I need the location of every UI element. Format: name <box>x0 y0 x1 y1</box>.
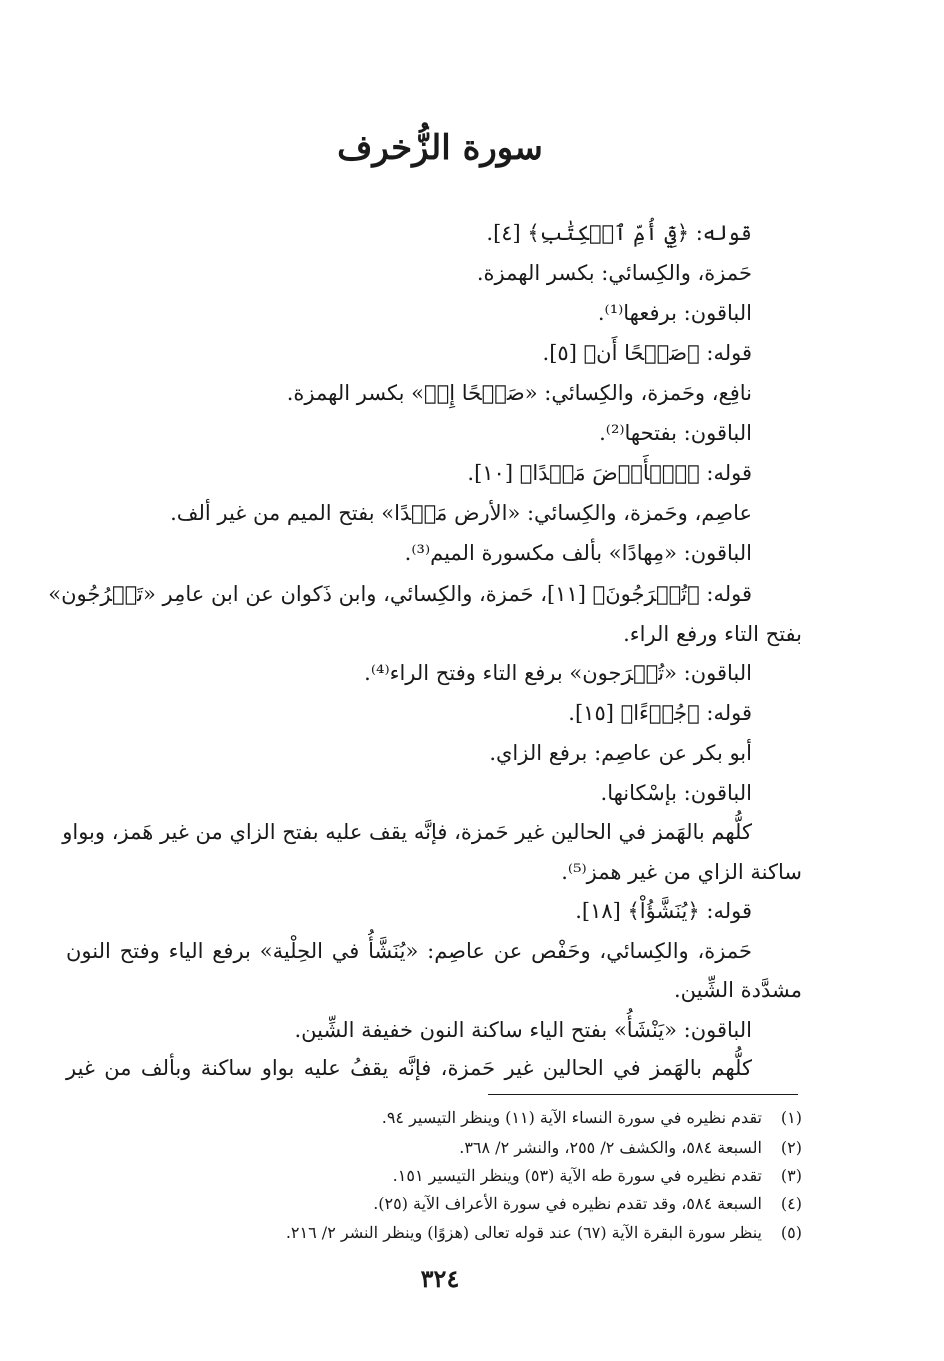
text-line: أبو بكر عن عاصِم: برفع الزاي. <box>489 741 752 765</box>
surah-title: سورة الزُّخرف <box>337 128 543 168</box>
footnote <box>459 1136 802 1160</box>
text-line: قوله: ﴿ٱلۡأَرۡضَ مَهۡدًا﴾ [١٠]. <box>467 461 752 485</box>
footnote-text: ينظر سورة البقرة الآية (٦٧) عند قوله تعالى (هزوًا) وينظر النشر ٢/ ٢١٦. <box>285 1223 762 1242</box>
text-line: حَمزة، والكِسائي: بكسر الهمزة. <box>476 261 752 285</box>
footnote <box>393 1164 802 1188</box>
text-line: الباقون: «تُخۡرَجون» برفع التاء وفتح الراء⁽⁴⁾. <box>364 661 752 685</box>
text-line: الباقون: «مِهادًا» بألف مكسورة الميم⁽³⁾. <box>404 541 752 565</box>
text-line: قوله: ﴿صَفۡحًا أَن﴾ [٥]. <box>542 341 752 365</box>
text-line: بفتح التاء ورفع الراء. <box>623 622 802 646</box>
footnote-text: السبعة ٥٨٤، وقد تقدم نظيره في سورة الأعراف الآية (٢٥). <box>373 1194 762 1213</box>
footnote-number: (١) <box>780 1108 802 1127</box>
text-line: نافِع، وحَمزة، والكِسائي: «صَفۡحًا إِنۡ» بكسر الهمزة. <box>286 381 752 405</box>
text-line: قوله: ﴿تُخۡرَجُونَ﴾ [١١]، حَمزة، والكِسائي، وابن ذَكوان عن ابن عامِر «تَخۡرُجُون» <box>48 582 752 606</box>
footnote-text: تقدم نظيره في سورة طه الآية (٥٣) وينظر التيسير ١٥١. <box>392 1166 762 1185</box>
text-line: ساكنة الزاي من غير همز⁽⁵⁾. <box>561 860 802 884</box>
text-line: كلُّهم بالهَمز في الحالين غير حَمزة، فإنَّه يقف عليه بفتح الزاي من غير هَمز، وبواو <box>62 820 752 844</box>
text-line: الباقون: بإسْكانها. <box>600 781 752 805</box>
text-line: الباقون: برفعها⁽¹⁾. <box>597 301 752 325</box>
footnote-number: (٣) <box>780 1166 802 1185</box>
text-line: الباقون: بفتحها⁽²⁾. <box>599 421 752 445</box>
text-line: مشدَّدة الشِّين. <box>674 978 802 1002</box>
footnote-number: (٢) <box>780 1138 802 1157</box>
text-line: قوله: ﴿جُزۡءًا﴾ [١٥]. <box>568 701 752 725</box>
text-line: قوله: ﴿يُنَشَّؤُاْ﴾ [١٨]. <box>575 899 752 923</box>
footnote-number: (٥) <box>780 1223 802 1242</box>
footnote <box>373 1192 802 1216</box>
footnote-text: السبعة ٥٨٤، والكشف ٢/ ٢٥٥، والنشر ٢/ ٣٦٨. <box>459 1138 762 1157</box>
text-line: كلُّهم بالهَمز في الحالين غير حَمزة، فإنَّه يقفُ عليه بواو ساكنة وبألف من غير <box>66 1056 752 1080</box>
text-line: عاصِم، وحَمزة، والكِسائي: «الأرض مَهۡدًا» بفتح الميم من غير ألف. <box>170 501 752 525</box>
text-line: قوله: ﴿فِيٓ أُمِّ ٱلۡكِتَٰبِ﴾ [٤]. <box>486 221 752 245</box>
footnote-text: تقدم نظيره في سورة النساء الآية (١١) وينظر التيسير ٩٤. <box>381 1108 762 1127</box>
text-line: حَمزة، والكِسائي، وحَفْص عن عاصِم: «يُنَشَّأُ في الحِلْية» برفع الياء وفتح النون <box>66 939 752 963</box>
footnote <box>286 1221 802 1245</box>
page-number: ٣٢٤ <box>420 1264 460 1293</box>
footnote <box>382 1106 802 1130</box>
footnote-number: (٤) <box>780 1194 802 1213</box>
text-line: الباقون: «يَنْشَأُ» بفتح الياء ساكنة النون خفيفة الشِّين. <box>294 1018 752 1042</box>
footnote-separator <box>488 1094 798 1095</box>
